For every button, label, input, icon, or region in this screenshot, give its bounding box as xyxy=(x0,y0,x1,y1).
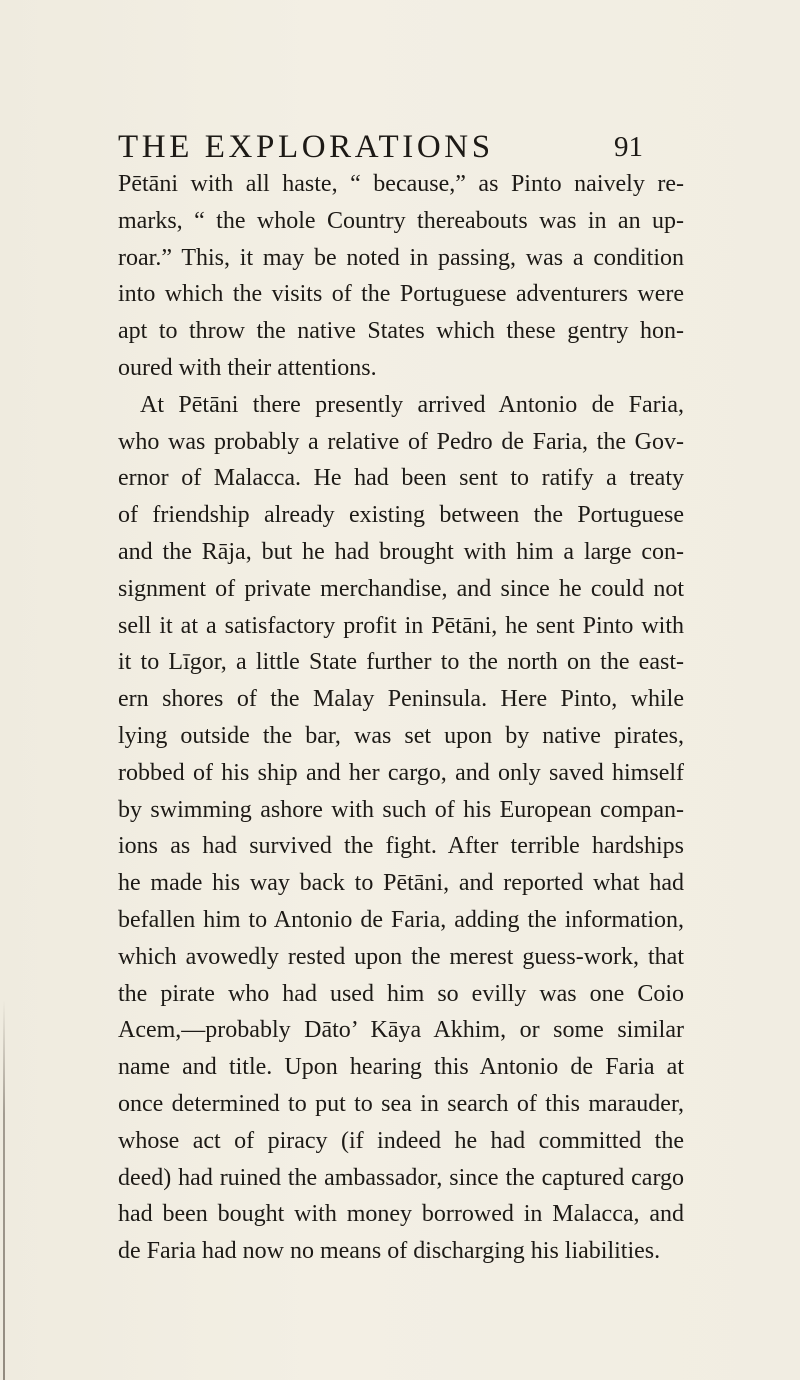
text-line: ernor of Malacca. He had been sent to ratify a treaty xyxy=(118,465,684,492)
body-text xyxy=(118,166,684,1270)
text-line: ern shores of the Malay Peninsula. Here Pinto, while xyxy=(118,686,684,713)
text-line: apt to throw the native States which these gentry hon- xyxy=(118,318,684,345)
paragraph-start-line: At Pētāni there presently arrived Antonio de Faria, xyxy=(140,391,684,418)
text-line: he made his way back to Pētāni, and reported what had xyxy=(118,870,684,897)
text-line: roar.” This, it may be noted in passing, was a condition xyxy=(118,244,684,271)
text-line: de Faria had now no means of discharging his liabilities. xyxy=(118,1238,661,1265)
text-line: ions as had survived the fight. After terrible hardships xyxy=(118,833,684,860)
text-line: sell it at a satisfactory profit in Pētāni, he sent Pinto with xyxy=(118,612,684,639)
text-line: into which the visits of the Portuguese adventurers were xyxy=(118,281,684,308)
text-line: it to Līgor, a little State further to the north on the east- xyxy=(118,649,684,676)
text-line: marks, “ the whole Country thereabouts was in an up- xyxy=(118,207,684,234)
binding-edge xyxy=(3,1000,5,1380)
text-line: who was probably a relative of Pedro de Faria, the Gov- xyxy=(118,428,684,455)
text-line: signment of private merchandise, and since he could not xyxy=(118,575,684,602)
text-line: oured with their attentions. xyxy=(118,354,377,381)
text-line: name and title. Upon hearing this Antonio de Faria at xyxy=(118,1054,684,1081)
text-line: once determined to put to sea in search of this marauder, xyxy=(118,1090,684,1117)
text-line: lying outside the bar, was set upon by native pirates, xyxy=(118,722,684,749)
text-line: whose act of piracy (if indeed he had committed the xyxy=(118,1127,684,1154)
text-line: which avowedly rested upon the merest guess-work, that xyxy=(118,943,684,970)
running-head: THE EXPLORATIONS xyxy=(118,129,494,165)
text-line: by swimming ashore with such of his European compan- xyxy=(118,796,684,823)
text-line: deed) had ruined the ambassador, since the captured cargo xyxy=(118,1164,684,1191)
text-line: robbed of his ship and her cargo, and only saved himself xyxy=(118,759,684,786)
text-line: had been bought with money borrowed in Malacca, and xyxy=(118,1201,684,1228)
page-number: 91 xyxy=(614,131,643,163)
text-line: Pētāni with all haste, “ because,” as Pinto naively re- xyxy=(118,171,684,197)
text-line: befallen him to Antonio de Faria, adding the information, xyxy=(118,906,684,933)
text-line: Acem,—probably Dāto’ Kāya Akhim, or some similar xyxy=(118,1017,684,1044)
text-line: and the Rāja, but he had brought with him a large con- xyxy=(118,538,684,565)
text-line: of friendship already existing between the Portuguese xyxy=(118,502,684,529)
text-line: the pirate who had used him so evilly was one Coio xyxy=(118,980,684,1007)
